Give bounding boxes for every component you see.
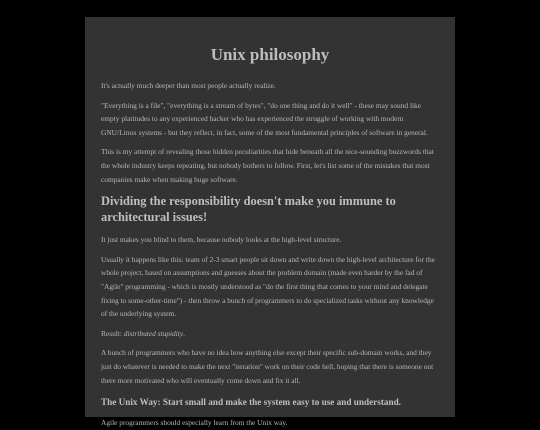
paragraph-blind-to-structure: It just makes you blind to them, because nobody looks at the high-level structure. bbox=[101, 235, 342, 245]
result-value: distributed stupidity bbox=[123, 328, 184, 338]
paragraph-revealing-peculiarities: This is my attempt of revealing those hidden peculiarities that hide beneath all the nice-sounding buzzwords that the whole industry keeps repeating, but nobody bothers to follow. First, let's list some of the mistakes that most companies make when making huge software. bbox=[101, 147, 434, 184]
section-heading-dividing-responsibility: Dividing the responsibility doesn't make you immune to architectural issues! bbox=[101, 194, 396, 224]
article-container bbox=[85, 17, 455, 428]
paragraph-how-it-happens: Usually it happens like this: team of 2-3 smart people sit down and write down the high-level architecture for the whole project, based on assumptions and guesses about the problem domain (made even harder by the fad of "Agile" programming - which is mostly understood as "do the first thing that comes to your mind and delegate fixing to some-other-time") - then throw a bunch of programmers to do specialized tasks without any knowledge of the underlying system. bbox=[101, 254, 435, 319]
intro-paragraph: It's actually much deeper than most people actually realize. bbox=[101, 81, 276, 90]
paragraph-everything-is-a-file: "Everything is a file", "everything is a stream of bytes", "do one thing and do it well" - these may sound like empty platitudes to any experienced hacker who has experienced the struggle of working with modern GNU/Linux systems - but they reflect, in fact, some of the most fundamental principles of software in general. bbox=[101, 100, 428, 137]
result-end: . bbox=[183, 328, 185, 338]
section-heading-unix-way: The Unix Way: Start small and make the system easy to use and understand. bbox=[101, 397, 401, 408]
page-title: Unix philosophy bbox=[210, 45, 330, 64]
paragraph-result bbox=[101, 327, 439, 341]
paragraph-agile-programmers: Agile programmers should especially learn from the Unix way. bbox=[101, 418, 288, 428]
result-label: Result: bbox=[101, 328, 124, 338]
paragraph-bunch-of-programmers: A bunch of programmers who have no idea how anything else except their specific sub-domain works, and they just do whatever is needed to make the next "iteration" work on their code hell, hoping that there is someone out there more motivated who will eventually come down and fix it all. bbox=[101, 348, 434, 385]
